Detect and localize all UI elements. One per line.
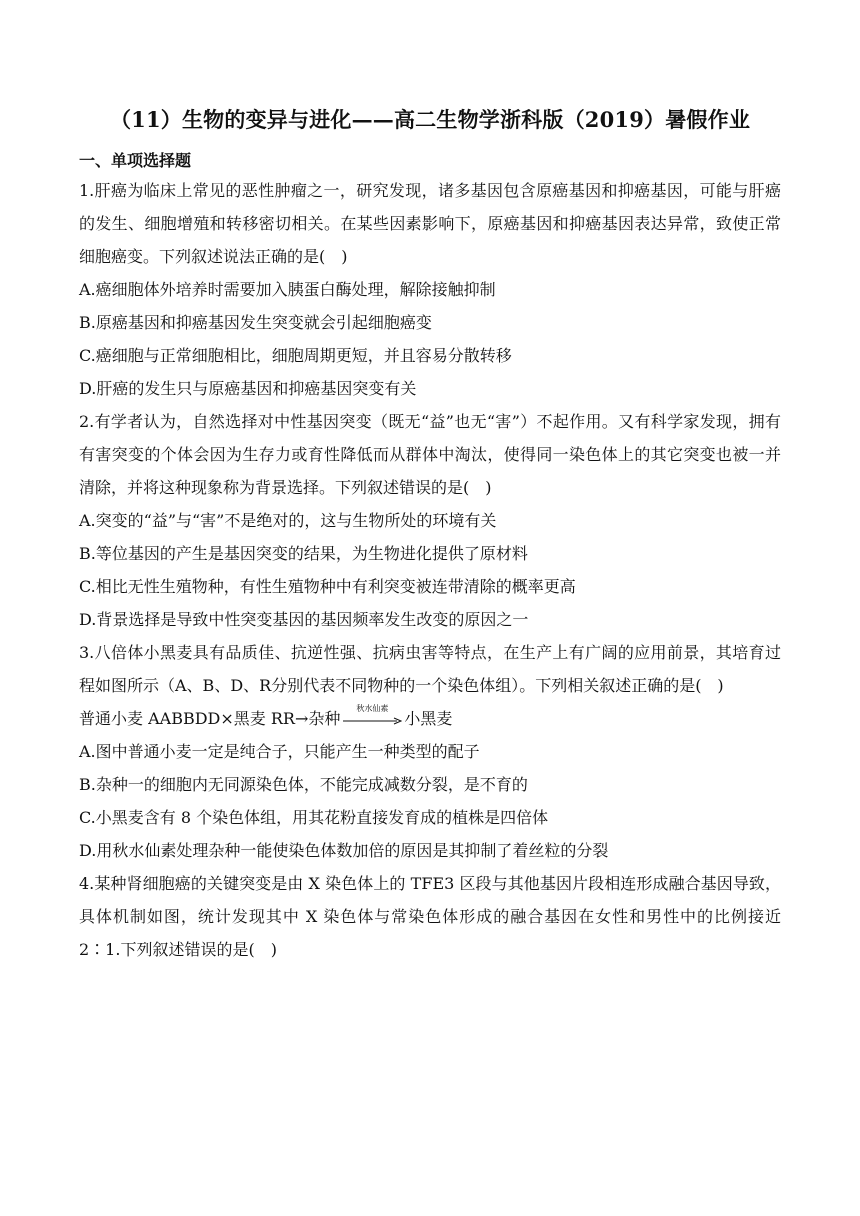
reaction-arrow: [342, 703, 402, 727]
question-1-option-a: A.癌细胞体外培养时需要加入胰蛋白酶处理，解除接触抑制: [79, 280, 496, 299]
formula-left: 普通小麦 AABBDD×黑麦 RR→杂种: [79, 709, 341, 728]
arrow-icon: [342, 717, 402, 725]
document-title: （11）生物的变异与进化——高二生物学浙科版（2019）暑假作业: [109, 107, 751, 132]
question-list: [79, 174, 781, 966]
question-2-option-b: B.等位基因的产生是基因突变的结果，为生物进化提供了原材料: [79, 544, 528, 563]
question-1-option-c: C.癌细胞与正常细胞相比，细胞周期更短，并且容易分散转移: [79, 346, 512, 365]
arrow-label: 秋水仙素: [356, 703, 389, 713]
breeding-formula: [79, 702, 781, 735]
section-heading: 一、单项选择题: [79, 151, 192, 170]
question-3-option-a: A.图中普通小麦一定是纯合子，只能产生一种类型的配子: [79, 742, 480, 761]
question-2-stem: 2.有学者认为，自然选择对中性基因突变（既无“益”也无“害”）不起作用。又有科学家发现，拥有有害突变的个体会因为生存力或育性降低而从群体中淘汰，使得同一染色体上的其它突变也被一并清除，并将这种现象称为背景选择。下列叙述错误的是( ): [79, 412, 781, 497]
question-3-option-d: D.用秋水仙素处理杂种一能使染色体数加倍的原因是其抑制了着丝粒的分裂: [79, 841, 609, 860]
formula-right: 小黑麦: [404, 709, 453, 728]
question-2-option-a: A.突变的“益”与“害”不是绝对的，这与生物所处的环境有关: [79, 511, 497, 530]
question-3-stem: 3.八倍体小黑麦具有品质佳、抗逆性强、抗病虫害等特点，在生产上有广阔的应用前景，其培育过程如图所示（A、B、D、R分别代表不同物种的一个染色体组）。下列相关叙述正确的是( ): [79, 643, 781, 695]
question-2-option-d: D.背景选择是导致中性突变基因的基因频率发生改变的原因之一: [79, 610, 529, 629]
question-3-option-b: B.杂种一的细胞内无同源染色体，不能完成减数分裂，是不育的: [79, 775, 528, 794]
question-2-option-c: C.相比无性生殖物种，有性生殖物种中有利突变被连带清除的概率更高: [79, 577, 576, 596]
question-1-option-b: B.原癌基因和抑癌基因发生突变就会引起细胞癌变: [79, 313, 432, 332]
question-3-option-c: C.小黑麦含有 8 个染色体组，用其花粉直接发育成的植株是四倍体: [79, 808, 549, 827]
question-1-stem: 1.肝癌为临床上常见的恶性肿瘤之一，研究发现，诸多基因包含原癌基因和抑癌基因，可能与肝癌的发生、细胞增殖和转移密切相关。在某些因素影响下，原癌基因和抑癌基因表达异常，致使正常细胞癌变。下列叙述说法正确的是( ): [79, 181, 781, 266]
question-1-option-d: D.肝癌的发生只与原癌基因和抑癌基因突变有关: [79, 379, 417, 398]
question-4-stem: 4.某种肾细胞癌的关键突变是由 X 染色体上的 TFE3 区段与其他基因片段相连形成融合基因导致，具体机制如图，统计发现其中 X 染色体与常染色体形成的融合基因在女性和男性中的比例接近 2∶1.下列叙述错误的是( ): [79, 874, 781, 959]
